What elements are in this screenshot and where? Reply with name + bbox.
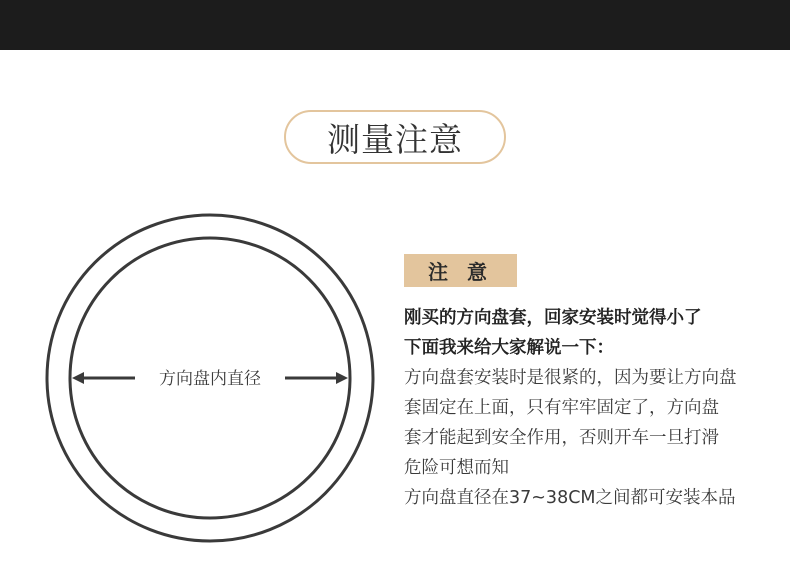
steering-wheel-svg [40, 210, 380, 550]
steering-wheel-diagram [40, 210, 380, 550]
inner-diameter-label: 方向盘内直径 [159, 369, 261, 389]
left-arrow [72, 372, 135, 384]
note-line: 刚买的方向盘套，回家安装时觉得小了 [404, 308, 702, 328]
note-line: 下面我来给大家解说一下： [404, 338, 614, 358]
notice-badge [404, 254, 517, 287]
page-title-text: 测量注意 [327, 119, 463, 159]
page-title [284, 110, 506, 164]
top-bar [0, 0, 790, 50]
note-line: 套才能起到安全作用，否则开车一旦打滑 [404, 428, 719, 448]
notice-text-block [404, 303, 784, 513]
note-line: 方向盘直径在37~38CM之间都可安装本品 [404, 488, 736, 508]
note-line: 危险可想而知 [404, 458, 509, 478]
right-arrow [285, 372, 348, 384]
note-line: 方向盘套安装时是很紧的，因为要让方向盘 [404, 368, 737, 388]
notice-badge-text: 注 意 [428, 260, 493, 284]
note-line: 套固定在上面，只有牢牢固定了，方向盘 [404, 398, 719, 418]
